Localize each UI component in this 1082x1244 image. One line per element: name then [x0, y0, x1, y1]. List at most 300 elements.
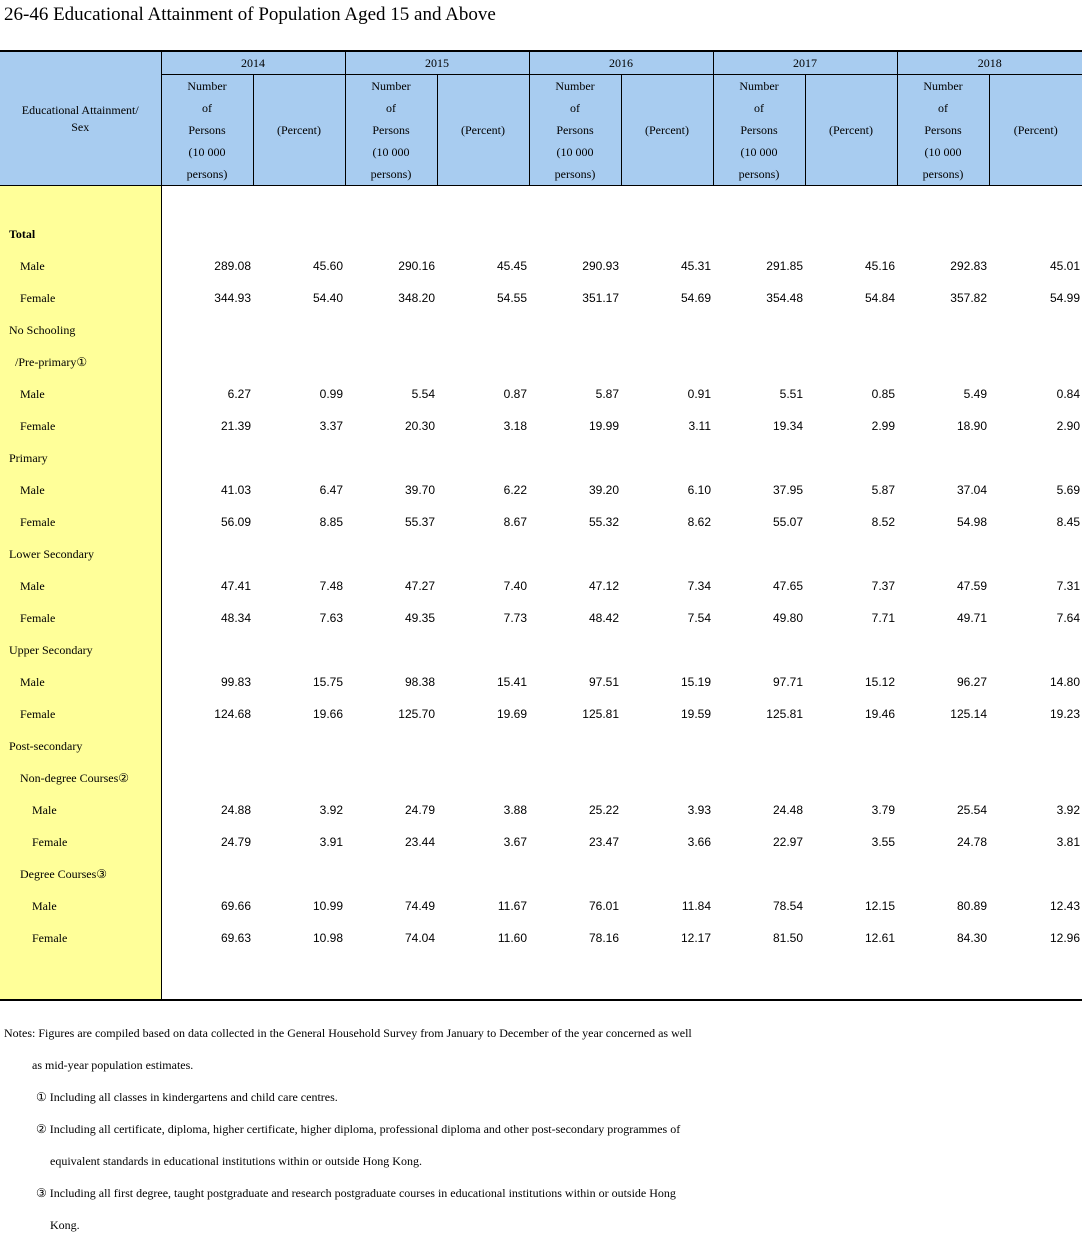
year-header-2015: 2015 — [345, 51, 529, 75]
persons-cell: 49.71 — [956, 611, 987, 625]
persons-header-line: persons) — [370, 167, 412, 181]
persons-cell: 344.93 — [214, 291, 251, 305]
persons-cell — [345, 634, 437, 666]
percent-cell — [253, 314, 345, 346]
percent-cell: 2.99 — [871, 419, 895, 433]
persons-cell — [161, 442, 253, 474]
percent-cell — [989, 442, 1082, 474]
percent-cell: 12.61 — [864, 931, 895, 945]
persons-cell: 19.34 — [772, 419, 803, 433]
percent-cell — [805, 634, 897, 666]
percent-cell — [437, 346, 529, 378]
persons-cell: 354.48 — [766, 291, 803, 305]
persons-cell: 24.48 — [772, 803, 803, 817]
percent-cell — [621, 346, 713, 378]
percent-cell: 3.92 — [319, 803, 343, 817]
persons-cell: 125.70 — [398, 707, 435, 721]
persons-cell: 80.89 — [956, 899, 987, 913]
persons-header-line: Number — [371, 79, 411, 93]
persons-cell: 124.68 — [214, 707, 251, 721]
row-label: Degree Courses③ — [0, 858, 161, 890]
persons-cell: 6.27 — [227, 387, 251, 401]
row-label: Male — [0, 378, 161, 410]
persons-cell: 55.32 — [588, 515, 619, 529]
persons-cell: 55.37 — [404, 515, 435, 529]
percent-column-header: (Percent) — [253, 75, 345, 186]
persons-cell — [161, 346, 253, 378]
persons-cell: 24.88 — [220, 803, 251, 817]
persons-cell — [345, 730, 437, 762]
persons-cell: 5.51 — [779, 387, 803, 401]
percent-cell — [253, 218, 345, 250]
percent-cell: 7.64 — [1056, 611, 1080, 625]
persons-cell: 81.50 — [772, 931, 803, 945]
persons-column-header — [713, 75, 805, 186]
percent-cell: 45.01 — [1049, 259, 1080, 273]
row-label: Non-degree Courses② — [0, 762, 161, 794]
persons-cell — [529, 762, 621, 794]
table-header — [0, 51, 1082, 186]
percent-cell: 45.45 — [496, 259, 527, 273]
percent-cell: 15.19 — [680, 675, 711, 689]
persons-cell: 292.83 — [950, 259, 987, 273]
percent-cell — [805, 218, 897, 250]
percent-cell: 3.37 — [319, 419, 343, 433]
persons-header-line: of — [386, 101, 396, 115]
percent-cell: 0.91 — [687, 387, 711, 401]
persons-cell — [897, 762, 989, 794]
persons-cell — [713, 858, 805, 890]
percent-cell: 2.90 — [1056, 419, 1080, 433]
percent-cell — [989, 634, 1082, 666]
note-line: equivalent standards in educational institutions within or outside Hong Kong. — [50, 1154, 422, 1168]
percent-cell: 15.12 — [864, 675, 895, 689]
table-row — [0, 826, 1082, 858]
percent-cell: 0.85 — [871, 387, 895, 401]
persons-cell — [345, 858, 437, 890]
year-header-2017: 2017 — [713, 51, 897, 75]
row-label-header — [0, 51, 161, 186]
persons-header-line: of — [754, 101, 764, 115]
persons-cell: 97.51 — [588, 675, 619, 689]
row-label-line-1: Educational Attainment/ — [21, 102, 139, 117]
percent-cell: 54.55 — [496, 291, 527, 305]
persons-cell: 56.09 — [220, 515, 251, 529]
persons-cell: 290.93 — [582, 259, 619, 273]
table-body — [0, 186, 1082, 1001]
table-row — [0, 698, 1082, 730]
percent-cell: 6.22 — [503, 483, 527, 497]
row-label: Male — [0, 570, 161, 602]
year-header-2016: 2016 — [529, 51, 713, 75]
percent-cell — [253, 346, 345, 378]
persons-cell — [161, 730, 253, 762]
persons-cell — [345, 346, 437, 378]
persons-cell — [161, 314, 253, 346]
persons-cell — [897, 314, 989, 346]
percent-cell: 11.67 — [497, 899, 527, 913]
percent-cell: 0.87 — [503, 387, 527, 401]
note-line: as mid-year population estimates. — [32, 1058, 194, 1072]
percent-cell: 8.85 — [319, 515, 343, 529]
persons-cell: 125.81 — [582, 707, 619, 721]
notes-section — [4, 1020, 692, 1244]
persons-cell — [345, 762, 437, 794]
percent-cell: 19.23 — [1049, 707, 1080, 721]
persons-header-line: of — [938, 101, 948, 115]
persons-cell: 99.83 — [220, 675, 251, 689]
percent-cell: 3.67 — [503, 835, 527, 849]
percent-cell — [253, 730, 345, 762]
persons-header-line: of — [570, 101, 580, 115]
table-row — [0, 570, 1082, 602]
percent-cell: 15.41 — [496, 675, 527, 689]
persons-cell: 22.97 — [772, 835, 803, 849]
row-label: Lower Secondary — [0, 538, 161, 570]
persons-cell: 348.20 — [398, 291, 435, 305]
persons-cell: 41.03 — [220, 483, 251, 497]
persons-cell: 39.20 — [588, 483, 619, 497]
persons-cell: 49.35 — [404, 611, 435, 625]
percent-cell: 7.31 — [1056, 579, 1080, 593]
percent-cell: 54.69 — [680, 291, 711, 305]
persons-cell: 98.38 — [404, 675, 435, 689]
percent-cell — [253, 538, 345, 570]
row-label: Female — [0, 506, 161, 538]
persons-cell — [529, 538, 621, 570]
persons-cell: 25.22 — [588, 803, 619, 817]
persons-cell — [161, 762, 253, 794]
percent-cell — [253, 634, 345, 666]
percent-cell: 3.66 — [687, 835, 711, 849]
percent-cell — [805, 730, 897, 762]
persons-cell — [345, 442, 437, 474]
table-row — [0, 218, 1082, 250]
percent-cell: 45.31 — [680, 259, 711, 273]
persons-cell: 24.78 — [956, 835, 987, 849]
row-label-line-2: Sex — [71, 119, 90, 134]
persons-header-line: (10 000 — [556, 145, 594, 159]
percent-cell: 3.79 — [871, 803, 895, 817]
persons-cell: 5.54 — [411, 387, 435, 401]
percent-cell: 3.11 — [688, 419, 711, 433]
percent-cell — [621, 762, 713, 794]
persons-cell: 49.80 — [772, 611, 803, 625]
row-label: /Pre-primary① — [0, 346, 161, 378]
persons-cell: 18.90 — [956, 419, 987, 433]
table-row — [0, 730, 1082, 762]
table-row — [0, 250, 1082, 282]
table-row — [0, 922, 1082, 954]
persons-cell: 20.30 — [404, 419, 435, 433]
percent-cell: 3.88 — [503, 803, 527, 817]
percent-cell: 7.71 — [871, 611, 895, 625]
table-row — [0, 346, 1082, 378]
percent-cell — [437, 762, 529, 794]
percent-cell: 11.84 — [681, 899, 711, 913]
persons-header-line: Persons — [372, 123, 410, 137]
persons-cell — [161, 538, 253, 570]
persons-cell: 39.70 — [404, 483, 435, 497]
percent-cell: 3.92 — [1056, 803, 1080, 817]
percent-cell — [253, 762, 345, 794]
persons-cell: 55.07 — [772, 515, 803, 529]
percent-cell: 19.69 — [496, 707, 527, 721]
table-row — [0, 314, 1082, 346]
percent-cell: 0.99 — [319, 387, 343, 401]
row-label: Total — [0, 218, 161, 250]
persons-cell: 351.17 — [582, 291, 619, 305]
row-label: Male — [0, 666, 161, 698]
percent-column-header: (Percent) — [621, 75, 713, 186]
percent-cell — [621, 218, 713, 250]
persons-cell: 23.44 — [404, 835, 435, 849]
persons-header-line: Persons — [556, 123, 594, 137]
persons-header-line: persons) — [554, 167, 596, 181]
persons-header-line: persons) — [186, 167, 228, 181]
table-row — [0, 378, 1082, 410]
persons-header-line: (10 000 — [372, 145, 410, 159]
note-line: ① Including all classes in kindergartens and child care centres. — [36, 1090, 338, 1104]
persons-header-line: Persons — [924, 123, 962, 137]
row-label: Female — [0, 698, 161, 730]
persons-cell: 54.98 — [956, 515, 987, 529]
table-row — [0, 858, 1082, 890]
persons-cell — [529, 442, 621, 474]
percent-cell — [621, 634, 713, 666]
table-row — [0, 410, 1082, 442]
row-label: Male — [0, 794, 161, 826]
percent-cell — [989, 346, 1082, 378]
row-label: Male — [0, 474, 161, 506]
persons-cell: 289.08 — [214, 259, 251, 273]
persons-cell: 37.95 — [772, 483, 803, 497]
percent-cell: 54.84 — [864, 291, 895, 305]
percent-cell: 19.66 — [312, 707, 343, 721]
table-row — [0, 602, 1082, 634]
percent-cell: 14.80 — [1049, 675, 1080, 689]
percent-cell: 3.93 — [687, 803, 711, 817]
percent-cell: 3.81 — [1056, 835, 1080, 849]
percent-cell — [253, 858, 345, 890]
persons-cell: 69.66 — [220, 899, 251, 913]
persons-column-header — [161, 75, 253, 186]
percent-cell — [989, 730, 1082, 762]
note-line: Notes: Figures are compiled based on data collected in the General Household Survey from January to December of the year concerned as well — [4, 1026, 692, 1040]
note-line: Kong. — [50, 1218, 80, 1232]
spacer-cell — [0, 186, 161, 219]
percent-cell — [989, 858, 1082, 890]
persons-cell: 74.04 — [404, 931, 435, 945]
persons-cell — [897, 538, 989, 570]
persons-cell — [529, 634, 621, 666]
percent-cell — [621, 314, 713, 346]
percent-cell: 6.47 — [319, 483, 343, 497]
percent-cell: 12.43 — [1049, 899, 1080, 913]
percent-cell — [989, 762, 1082, 794]
persons-cell: 24.79 — [220, 835, 251, 849]
percent-cell: 45.60 — [312, 259, 343, 273]
note-line: ② Including all certificate, diploma, higher certificate, higher diploma, professional diploma and other post-secondary programmes of — [36, 1122, 681, 1136]
persons-cell — [713, 346, 805, 378]
persons-cell — [897, 218, 989, 250]
persons-cell: 78.16 — [588, 931, 619, 945]
persons-cell: 47.65 — [772, 579, 803, 593]
percent-cell: 6.10 — [687, 483, 711, 497]
persons-cell — [529, 346, 621, 378]
persons-header-line: Persons — [188, 123, 226, 137]
row-label: Female — [0, 826, 161, 858]
persons-cell — [897, 858, 989, 890]
percent-cell: 7.54 — [687, 611, 711, 625]
persons-header-line: persons) — [922, 167, 964, 181]
percent-cell — [253, 442, 345, 474]
page-title: 26-46 Educational Attainment of Population Aged 15 and Above — [4, 4, 496, 25]
persons-cell: 125.81 — [766, 707, 803, 721]
percent-cell: 12.96 — [1049, 931, 1080, 945]
persons-header-line: Number — [739, 79, 779, 93]
percent-cell: 45.16 — [864, 259, 895, 273]
persons-cell: 48.34 — [220, 611, 251, 625]
percent-cell: 10.99 — [312, 899, 343, 913]
persons-cell: 291.85 — [766, 259, 803, 273]
persons-cell: 23.47 — [588, 835, 619, 849]
percent-cell — [437, 730, 529, 762]
persons-cell: 25.54 — [956, 803, 987, 817]
note-line: ③ Including all first degree, taught postgraduate and research postgraduate courses in educational institutions within or outside Hong — [36, 1186, 676, 1200]
persons-cell — [713, 442, 805, 474]
table-row — [0, 890, 1082, 922]
persons-header-line: (10 000 — [924, 145, 962, 159]
row-label: Male — [0, 250, 161, 282]
percent-cell — [621, 730, 713, 762]
percent-cell: 7.63 — [319, 611, 343, 625]
persons-header-line: persons) — [738, 167, 780, 181]
persons-header-line: Number — [923, 79, 963, 93]
percent-cell — [437, 218, 529, 250]
percent-cell: 8.45 — [1056, 515, 1080, 529]
percent-cell: 54.40 — [312, 291, 343, 305]
percent-cell: 5.87 — [871, 483, 895, 497]
percent-column-header: (Percent) — [989, 75, 1082, 186]
percent-cell: 8.67 — [503, 515, 527, 529]
persons-cell — [897, 442, 989, 474]
row-label: No Schooling — [0, 314, 161, 346]
persons-cell: 97.71 — [772, 675, 803, 689]
percent-cell — [805, 346, 897, 378]
percent-cell — [805, 538, 897, 570]
persons-cell — [897, 634, 989, 666]
persons-cell: 74.49 — [404, 899, 435, 913]
persons-cell: 69.63 — [220, 931, 251, 945]
spacer-cell — [161, 186, 1082, 219]
percent-cell: 19.59 — [680, 707, 711, 721]
persons-cell: 5.87 — [595, 387, 619, 401]
persons-cell — [345, 314, 437, 346]
persons-cell — [529, 858, 621, 890]
table-row — [0, 442, 1082, 474]
percent-cell: 8.62 — [687, 515, 711, 529]
persons-cell — [897, 346, 989, 378]
persons-header-line: Number — [555, 79, 595, 93]
persons-header-line: Persons — [740, 123, 778, 137]
year-header-2014: 2014 — [161, 51, 345, 75]
percent-cell — [805, 314, 897, 346]
spacer-cell — [161, 954, 1082, 1000]
persons-cell — [529, 730, 621, 762]
persons-cell: 78.54 — [772, 899, 803, 913]
percent-cell — [621, 858, 713, 890]
persons-cell — [345, 538, 437, 570]
persons-header-line: Number — [187, 79, 227, 93]
persons-cell: 21.39 — [220, 419, 251, 433]
persons-column-header — [529, 75, 621, 186]
percent-cell: 7.37 — [871, 579, 895, 593]
persons-cell: 125.14 — [950, 707, 987, 721]
persons-cell: 357.82 — [950, 291, 987, 305]
persons-cell — [161, 858, 253, 890]
percent-cell — [437, 858, 529, 890]
table-row — [0, 794, 1082, 826]
data-table — [0, 50, 1082, 1001]
percent-cell: 3.91 — [319, 835, 343, 849]
percent-cell — [805, 858, 897, 890]
persons-header-line: of — [202, 101, 212, 115]
persons-cell: 84.30 — [956, 931, 987, 945]
percent-cell: 7.40 — [503, 579, 527, 593]
persons-header-line: (10 000 — [188, 145, 226, 159]
persons-cell: 96.27 — [956, 675, 987, 689]
persons-cell: 47.41 — [220, 579, 251, 593]
persons-cell: 37.04 — [956, 483, 987, 497]
row-label: Post-secondary — [0, 730, 161, 762]
table-row — [0, 538, 1082, 570]
percent-column-header: (Percent) — [805, 75, 897, 186]
percent-cell: 3.55 — [871, 835, 895, 849]
percent-cell: 12.17 — [680, 931, 711, 945]
persons-header-line: (10 000 — [740, 145, 778, 159]
table-row — [0, 634, 1082, 666]
percent-cell: 3.18 — [503, 419, 527, 433]
row-label: Upper Secondary — [0, 634, 161, 666]
percent-cell: 8.52 — [871, 515, 895, 529]
persons-cell — [713, 538, 805, 570]
table-row — [0, 282, 1082, 314]
percent-cell — [805, 762, 897, 794]
percent-cell: 7.73 — [503, 611, 527, 625]
percent-column-header: (Percent) — [437, 75, 529, 186]
spacer-cell — [0, 954, 161, 1000]
percent-cell: 15.75 — [312, 675, 343, 689]
percent-cell: 12.15 — [864, 899, 895, 913]
percent-cell — [437, 314, 529, 346]
row-label: Male — [0, 890, 161, 922]
persons-cell — [161, 634, 253, 666]
percent-cell — [989, 218, 1082, 250]
persons-cell — [713, 634, 805, 666]
percent-cell — [437, 442, 529, 474]
percent-cell: 19.46 — [864, 707, 895, 721]
percent-cell — [621, 538, 713, 570]
percent-cell — [437, 634, 529, 666]
persons-cell — [713, 218, 805, 250]
persons-cell — [345, 218, 437, 250]
persons-cell: 76.01 — [588, 899, 619, 913]
persons-cell — [161, 218, 253, 250]
percent-cell — [437, 538, 529, 570]
persons-cell: 47.12 — [588, 579, 619, 593]
persons-cell: 47.27 — [404, 579, 435, 593]
